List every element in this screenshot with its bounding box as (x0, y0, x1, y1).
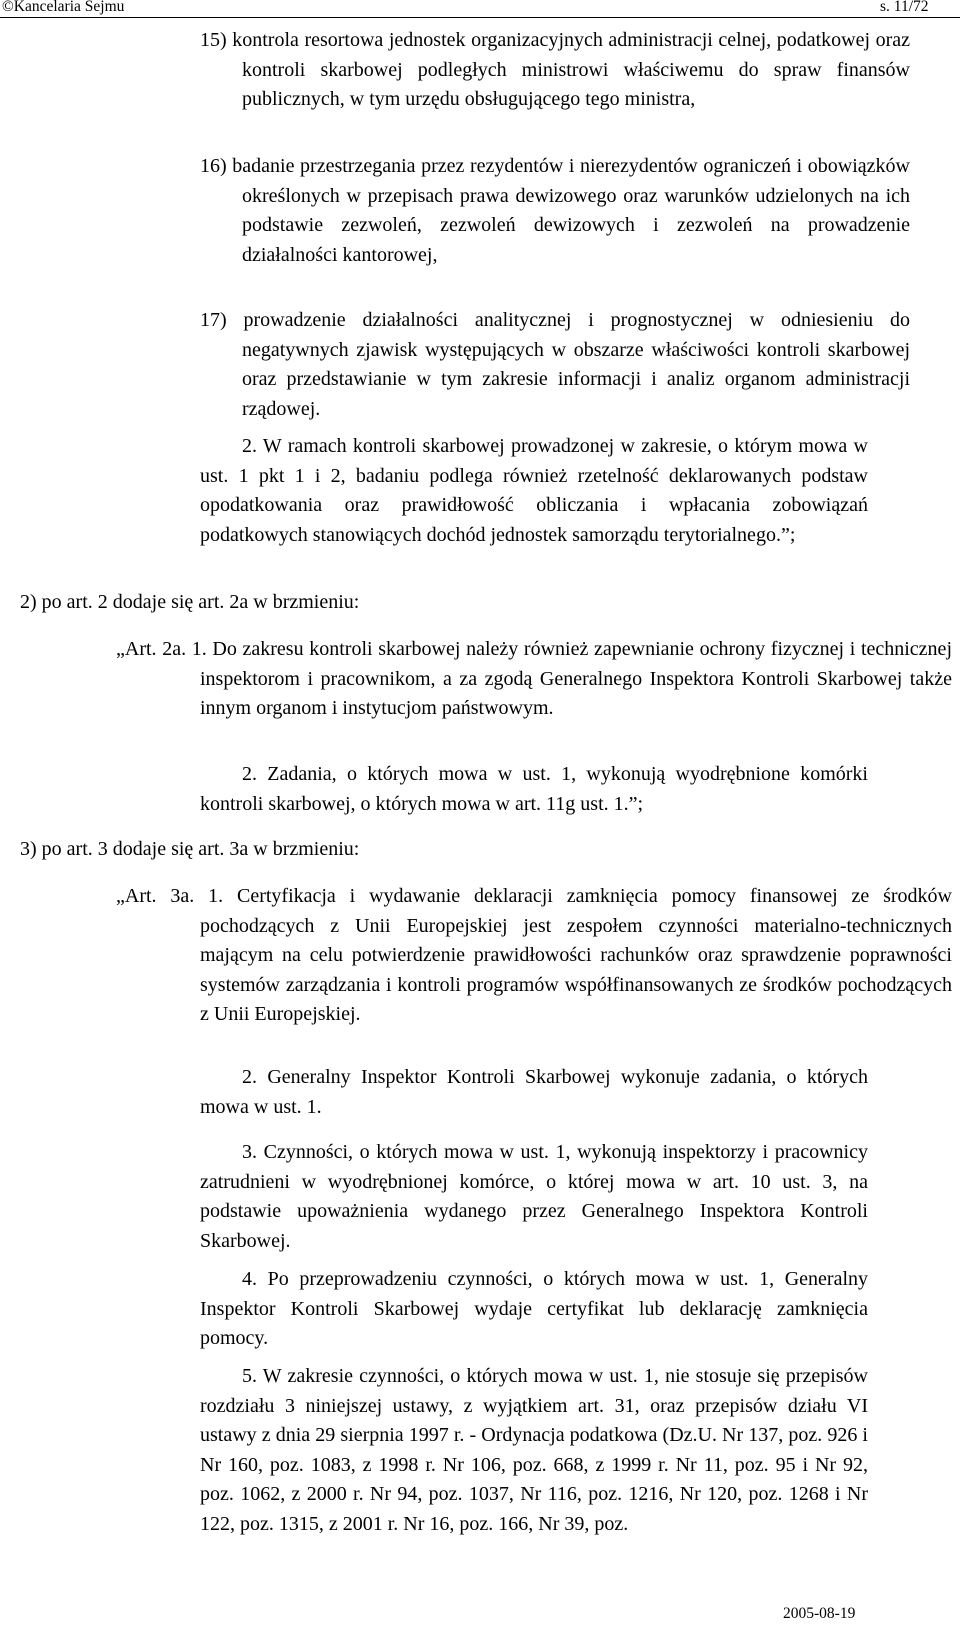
list-item-number: 17) (200, 309, 227, 331)
header-page-number: s. 11/72 (880, 0, 929, 15)
art-3a-paragraph-5: 5. W zakresie czynności, o których mowa w ust. 1, nie stosuje się przepisów rozdziału 3 niniejszej ustawy, z wyjątkiem art. 31, oraz przepisów działu VI ustawy z dnia 29 sierpnia 1997 r. - Ordynacja podatkowa (Dz.U. Nr 137, poz. 926 i Nr 160, poz. 1083, z 1998 r. Nr 106, poz. 668, z 1999 r. Nr 11, poz. 95 i Nr 92, poz. 1062, z 2000 r. Nr 94, poz. 1037, Nr 116, poz. 1216, Nr 120, poz. 1268 i Nr 122, poz. 1315, z 2001 r. Nr 16, poz. 166, Nr 39, poz. (200, 1365, 868, 1535)
list-item-number: 16) (200, 155, 227, 177)
art-3a-paragraph-2: 2. Generalny Inspektor Kontroli Skarbowej wykonuje zadania, o których mowa w ust. 1. (200, 1066, 868, 1118)
art-2a-paragraph-2: 2. Zadania, o których mowa w ust. 1, wykonują wyodrębnione komórki kontroli skarbowej, o których mowa w art. 11g ust. 1.”; (200, 763, 868, 815)
paragraph-2: 2. W ramach kontroli skarbowej prowadzonej w zakresie, o którym mowa w ust. 1 pkt 1 i 2, badaniu podlega również rzetelność deklarowanych podstaw opodatkowania oraz prawidłowość obliczania i wpłacania zobowiązań podatkowych stanowiących dochód jednostek samorządu terytorialnego.”; (200, 435, 868, 546)
art-2a-paragraph-1: „Art. 2a. 1. Do zakresu kontroli skarbowej należy również zapewnianie ochrony fizycznej i technicznej inspektorom i pracownikom, a za zgodą Generalnego Inspektora Kontroli Skarbowej także innym organom i instytucjom państwowym. (116, 638, 952, 719)
art-3a-paragraph-4: 4. Po przeprowadzeniu czynności, o których mowa w ust. 1, Generalny Inspektor Kontroli Skarbowej wydaje certyfikat lub deklarację zamknięcia pomocy. (200, 1268, 868, 1349)
list-item-text: prowadzenie działalności analitycznej i prognostycznej w odniesieniu do negatywnych zjawisk występujących w obszarze właściwości kontroli skarbowej oraz przedstawianie w tym zakresie informacji i analiz organom administracji rządowej. (242, 309, 910, 420)
art-3a-paragraph-3: 3. Czynności, o których mowa w ust. 1, wykonują inspektorzy i pracownicy zatrudnieni w wyodrębnionej komórce, o której mowa w art. 10 ust. 3, na podstawie upoważnienia wydanego przez Generalnego Inspektora Kontroli Skarbowej. (200, 1141, 868, 1252)
list-item-text: kontrola resortowa jednostek organizacyjnych administracji celnej, podatkowej oraz kontroli skarbowej podległych ministrowi właściwemu do spraw finansów publicznych, w tym urzędu obsługującego tego ministra, (232, 29, 910, 110)
list-item-15 (200, 26, 910, 115)
list-item-number: 15) (200, 29, 227, 51)
art-3a-paragraph-1: „Art. 3a. 1. Certyfikacja i wydawanie deklaracji zamknięcia pomocy finansowej ze środków pochodzących z Unii Europejskiej jest zespołem czynności materialno-technicznych mającym na celu potwierdzenie prawidłowości rachunków oraz sprawdzenie poprawności systemów zarządzania i kontroli programów współfinansowanych ze środków pochodzących z Unii Europejskiej. (116, 885, 952, 1025)
change-2-intro: 2) po art. 2 dodaje się art. 2a w brzmieniu: (20, 591, 360, 613)
header-source: ©Kancelaria Sejmu (2, 0, 125, 15)
list-item-text: badanie przestrzegania przez rezydentów i nierezydentów ograniczeń i obowiązków określonych w przepisach prawa dewizowego oraz warunków udzielonych na ich podstawie zezwoleń, zezwoleń dewizowych i zezwoleń na prowadzenie działalności kantorowej, (232, 155, 910, 266)
footer-date: 2005-08-19 (783, 1605, 856, 1622)
list-item-16 (200, 152, 910, 270)
list-item-17 (200, 306, 910, 424)
change-3-intro: 3) po art. 3 dodaje się art. 3a w brzmieniu: (20, 838, 360, 860)
header-divider (0, 17, 960, 18)
